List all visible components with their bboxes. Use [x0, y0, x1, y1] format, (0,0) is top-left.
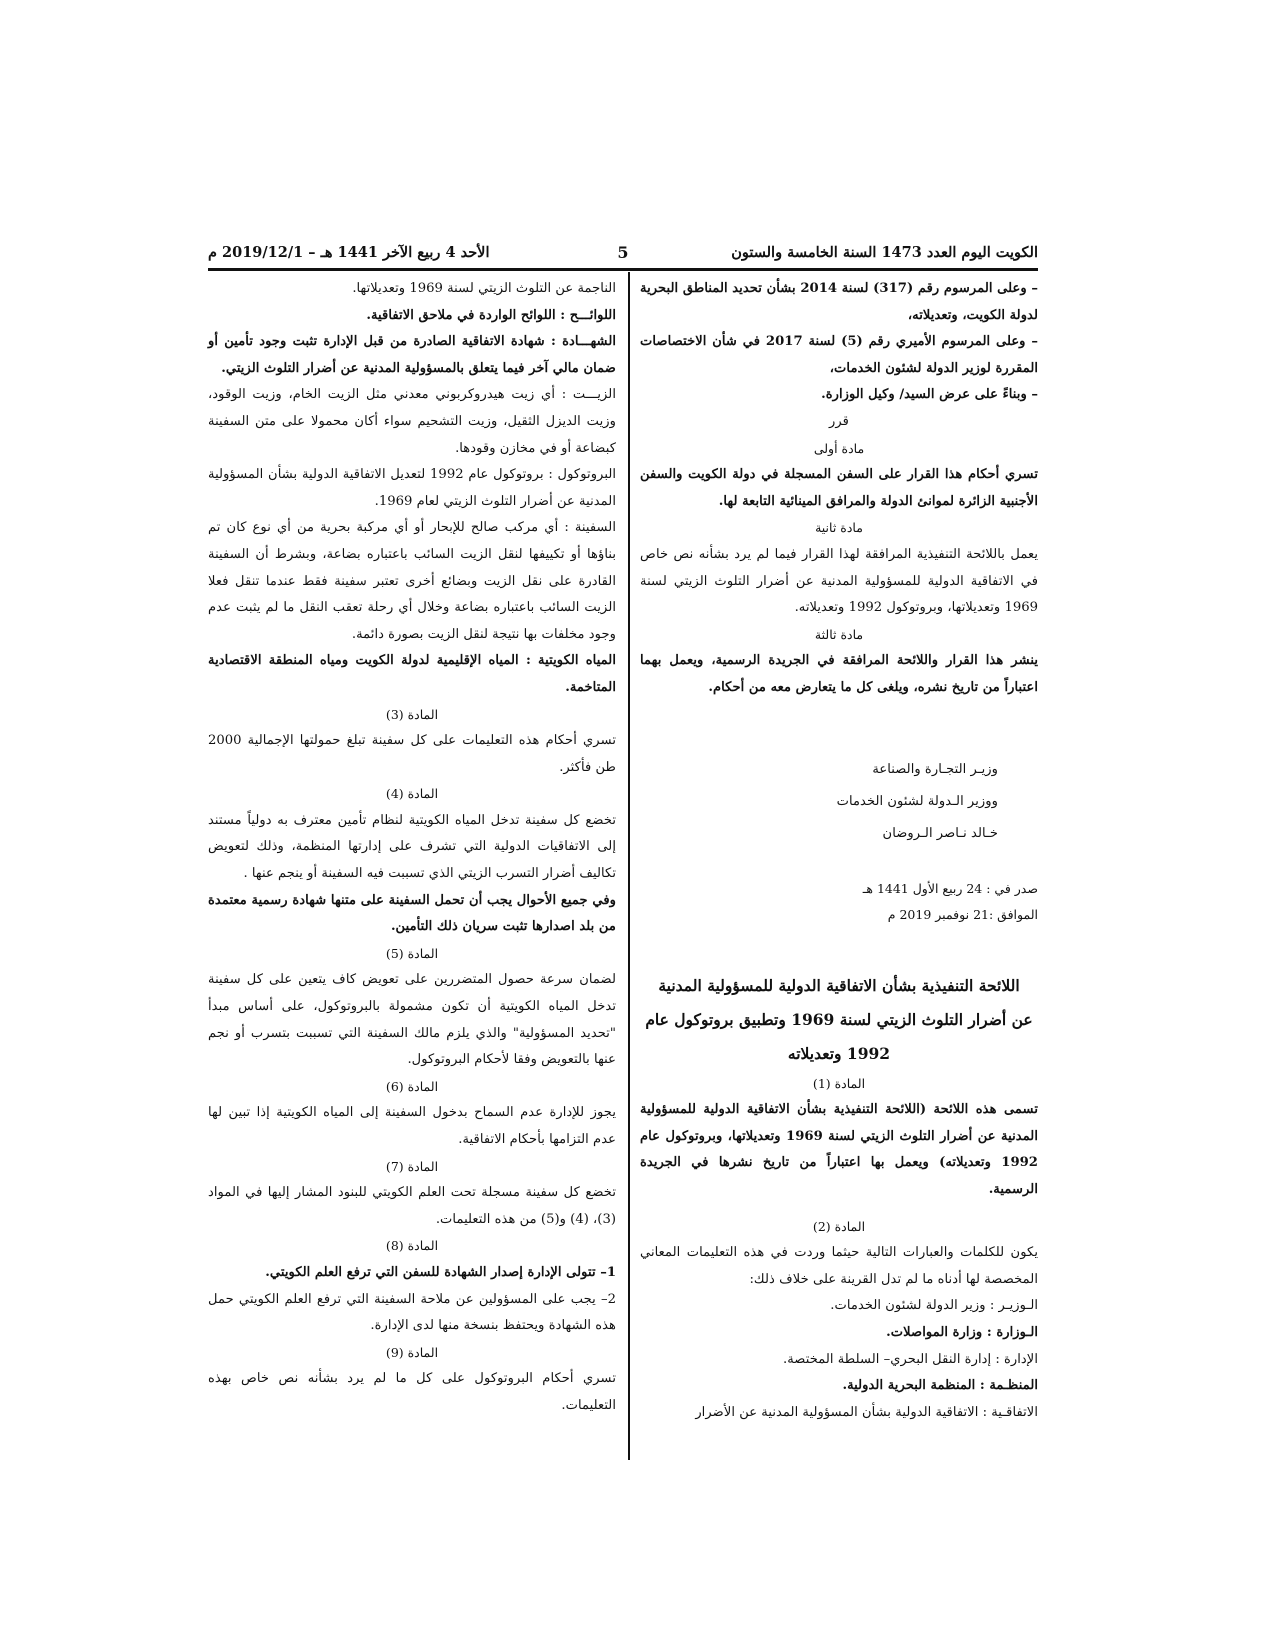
- header-gazette-info: الكويت اليوم العدد 1473 السنة الخامسة والستون: [731, 243, 1038, 261]
- signature-name: خـالد نـاصر الـروضان: [882, 825, 998, 841]
- signature-title-1: وزيـر التجـارة والصناعة: [872, 761, 998, 777]
- header-date: الأحد 4 ربيع الآخر 1441 هـ – 2019/12/1 م: [208, 243, 490, 261]
- definition-regulations: اللوائـــح : اللوائح الواردة في ملاحق الاتفاقية.: [366, 307, 616, 323]
- issued-date-gregorian: الموافق :21 نوفمبر 2019 م: [887, 907, 1038, 923]
- definition-kuwaiti-waters: المياه الكويتية : المياه الإقليمية لدولة الكويت ومياه المنطقة الاقتصادية المتاخمة.: [208, 653, 616, 695]
- header-rule: [208, 268, 1038, 271]
- article-first-heading: مادة أولى: [813, 440, 865, 456]
- definition-protocol: البروتوكول : بروتوكول عام 1992 لتعديل الاتفاقية الدولية بشأن المسؤولية المدنية عن أضرار التلوث الزيتي لعام 1969.: [208, 467, 616, 509]
- definition-organization: المنظـمة : المنظمة البحرية الدولية.: [842, 1378, 1038, 1394]
- page-header: [208, 238, 1038, 266]
- article-7-heading: المادة (7): [385, 1158, 439, 1174]
- article-1-heading: المادة (1): [812, 1075, 866, 1091]
- article-second-heading: مادة ثانية: [815, 520, 863, 536]
- article-9-text: تسري أحكام البروتوكول على كل ما لم يرد بشأنه نص خاص بهذه التعليمات.: [208, 1371, 616, 1413]
- issued-date-hijri: صدر في : 24 ربيع الأول 1441 هـ: [862, 880, 1038, 896]
- article-4-heading: المادة (4): [385, 786, 439, 802]
- article-6-text: يجوز للإدارة عدم السماح بدخول السفينة إلى المياه الكويتية إذا تبين لها عدم التزامها بأحكام الاتفاقية.: [208, 1105, 616, 1147]
- article-8-heading: المادة (8): [385, 1238, 439, 1254]
- regulation-title-line3: 1992 وتعديلاته: [787, 1043, 891, 1063]
- article-first-text: تسري أحكام هذا القرار على السفن المسجلة في دولة الكويت والسفن الأجنبية الزائرة لموانئ الدولة والمرافق المينائية التابعة لها.: [640, 467, 1038, 509]
- definition-minister: الـوزيـر : وزير الدولة لشئون الخدمات.: [830, 1298, 1038, 1314]
- article-second-text: يعمل باللائحة التنفيذية المرافقة لهذا القرار فيما لم يرد بشأنه نص خاص في الاتفاقية الدولية للمسؤولية المدنية عن أضرار التلوث الزيتي لسنة 1969 وتعديلاتها، وبروتوكول 1992 وتعديلاته.: [640, 546, 1038, 616]
- regulation-title-line1: اللائحة التنفيذية بشأن الاتفاقية الدولية للمسؤولية المدنية: [658, 975, 1020, 995]
- article-2-text: يكون للكلمات والعبارات التالية حيثما وردت في هذه التعليمات المعاني المخصصة لها أدناه ما لم تدل القرينة على خلاف ذلك:: [640, 1245, 1038, 1287]
- article-8-item-1: 1– تتولى الإدارة إصدار الشهادة للسفن التي ترفع العلم الكويتي.: [265, 1264, 616, 1280]
- decided-heading: قرر: [829, 413, 849, 429]
- article-7-text: تخضع كل سفينة مسجلة تحت العلم الكويتي للبنود المشار إليها في المواد (3)، (4) و(5) من هذه التعليمات.: [208, 1185, 616, 1227]
- article-5-text: لضمان سرعة حصول المتضررين على تعويض كاف يتعين على كل سفينة تدخل المياه الكويتية أن تكون مشمولة بالبروتوكول، على أساس مبدأ "تحديد المسؤولية" والذي يلزم مالك السفينة التي تسببت بتسرب أو نجم عنها بالتعويض وفقا لأحكام البروتوكول.: [208, 972, 616, 1068]
- article-5-heading: المادة (5): [385, 945, 439, 961]
- definition-certificate: الشهـــادة : شهادة الاتفاقية الصادرة من قبل الإدارة تثبت وجود تأمين أو ضمان مالي آخر فيما يتعلق بالمسؤولية المدنية عن أضرار التلوث الزيتي.: [208, 334, 616, 376]
- left-column: [208, 276, 616, 1420]
- recital-decree-317: – وعلى المرسوم رقم (317) لسنة 2014 بشأن تحديد المناطق البحرية لدولة الكويت، وتعديلاته،: [640, 281, 1038, 323]
- column-divider: [628, 272, 630, 1460]
- regulation-title-line2: عن أضرار التلوث الزيتي لسنة 1969 وتطبيق بروتوكول عام: [645, 1009, 1033, 1029]
- definition-convention: الاتفاقـية : الاتفاقية الدولية بشأن المسؤولية المدنية عن الأضرار: [695, 1404, 1038, 1420]
- recital-decree-5: – وعلى المرسوم الأميري رقم (5) لسنة 2017 في شأن الاختصاصات المقررة لوزير الدولة لشئون الخدمات،: [640, 334, 1038, 376]
- right-column: [640, 276, 1038, 1426]
- signature-title-2: ووزير الـدولة لشئون الخدمات: [836, 793, 998, 809]
- recital-proposal: – وبناءً على عرض السيد/ وكيل الوزارة.: [821, 387, 1038, 403]
- definition-ministry: الـوزارة : وزارة المواصلات.: [886, 1325, 1038, 1341]
- article-4-text: تخضع كل سفينة تدخل المياه الكويتية لنظام تأمين معترف به دولياً مستند إلى الاتفاقيات الدولية التي تشرف على إدارتها المنظمة، وذلك لتعويض تكاليف أضرار التسرب الزيتي الذي تسببت فيه السفينة أو ينجم عنها .: [208, 812, 616, 882]
- article-9-heading: المادة (9): [385, 1344, 439, 1360]
- article-3-heading: المادة (3): [385, 706, 439, 722]
- article-6-heading: المادة (6): [385, 1078, 439, 1094]
- article-3-text: تسري أحكام هذه التعليمات على كل سفينة تبلغ حمولتها الإجمالية 2000 طن فأكثر.: [208, 733, 616, 775]
- article-third-heading: مادة ثالثة: [814, 626, 864, 642]
- article-8-item-2: 2– يجب على المسؤولين عن ملاحة السفينة التي ترفع العلم الكويتي حمل هذه الشهادة ويحتفظ بنسخة منها لدى الإدارة.: [208, 1291, 616, 1334]
- definition-oil: الزيـــت : أي زيت هيدروكربوني معدني مثل الزيت الخام، وزيت الوقود، وزيت الديزل الثقيل، وزيت التشحيم سواء أكان محمولا على متن السفينة كبضاعة أو في مخازن وقودها.: [208, 387, 616, 456]
- signature-block: [640, 754, 1038, 850]
- page-number: 5: [617, 242, 629, 262]
- article-4-text-2: وفي جميع الأحوال يجب أن تحمل السفينة على متنها شهادة رسمية معتمدة من بلد اصدارها تثبت سريان ذلك التأمين.: [208, 892, 616, 935]
- article-third-text: ينشر هذا القرار واللائحة المرافقة في الجريدة الرسمية، ويعمل بهما اعتباراً من تاريخ نشره، ويلغى كل ما يتعارض معه من أحكام.: [640, 653, 1038, 695]
- definition-convention-cont: الناجمة عن التلوث الزيتي لسنة 1969 وتعديلاتها.: [352, 281, 616, 296]
- definition-administration: الإدارة : إدارة النقل البحري– السلطة المختصة.: [783, 1351, 1038, 1367]
- article-2-heading: المادة (2): [812, 1218, 866, 1234]
- article-1-text: تسمى هذه اللائحة (اللائحة التنفيذية بشأن الاتفاقية الدولية للمسؤولية المدنية عن أضرار التلوث الزيتي لسنة 1969 وتعديلاتها، وبروتوكول عام 1992 وتعديلاته) ويعمل بها اعتباراً من تاريخ نشرها في الجريدة الرسمية.: [640, 1102, 1038, 1198]
- definition-ship: السفينة : أي مركب صالح للإبحار أو أي مركبة بحرية من أي نوع كان تم بناؤها أو تكييفها لنقل الزيت السائب باعتباره بضاعة، وبشرط أن السفينة القادرة على نقل الزيت وبضائع أخرى تعتبر سفينة فقط عندما تنقل فعلا الزيت السائب باعتباره بضاعة وخلال أي رحلة تعقب النقل ما لم يثبت عدم وجود مخلفات بها نتيجة لنقل الزيت بصورة دائمة.: [208, 520, 616, 642]
